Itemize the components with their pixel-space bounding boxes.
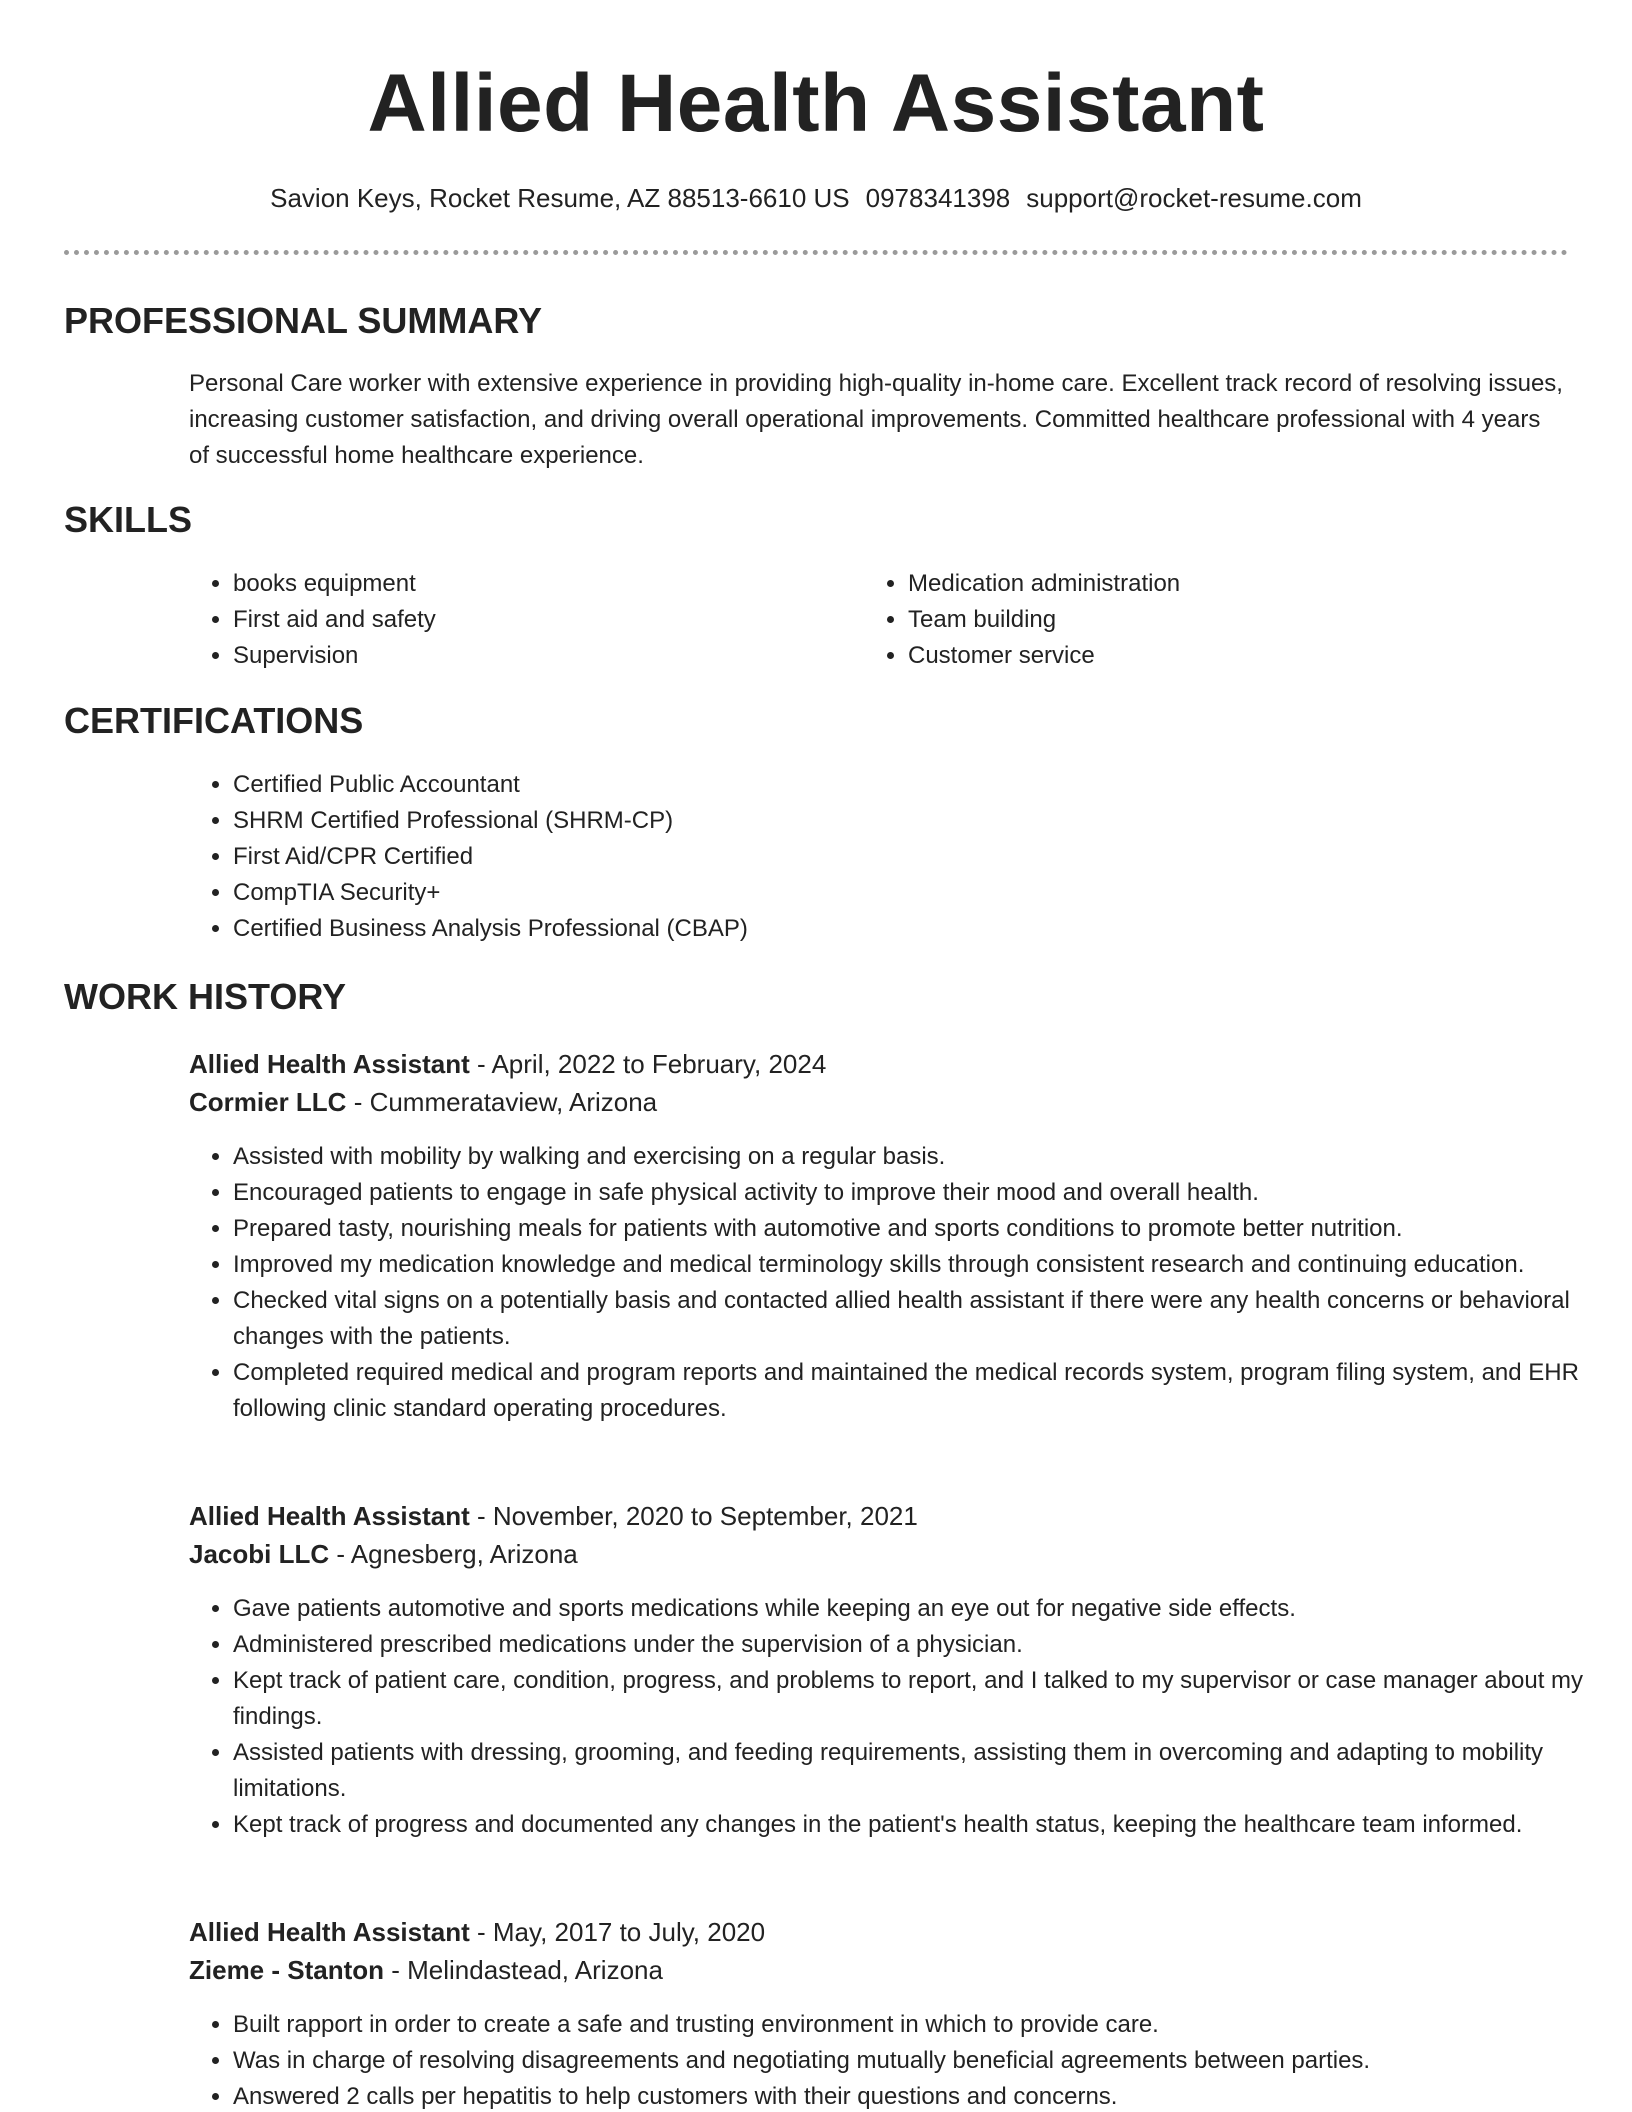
job-bullet: • Improved my medication knowledge and medical terminology skills through consistent research and continuing education. xyxy=(233,1247,1608,1283)
job-bullets xyxy=(189,1139,1608,1427)
skill-item: • Customer service xyxy=(908,638,1558,674)
job-dates: - May, 2017 to July, 2020 xyxy=(469,1917,766,1947)
skill-item: • Team building xyxy=(908,602,1558,638)
job-bullet: • Administered prescribed medications under the supervision of a physician. xyxy=(233,1627,1608,1663)
job-location: - Melindastead, Arizona xyxy=(384,1955,663,1985)
job-bullet: • Was in charge of resolving disagreements and negotiating mutually beneficial agreements between parties. xyxy=(233,2043,1608,2079)
skill-item: • books equipment xyxy=(233,566,833,602)
header-divider xyxy=(64,250,1568,255)
job-dates: - November, 2020 to September, 2021 xyxy=(469,1501,918,1531)
certification-item: • Certified Public Accountant xyxy=(233,767,1533,803)
certification-item: • SHRM Certified Professional (SHRM-CP) xyxy=(233,803,1533,839)
skills-list-left xyxy=(189,566,833,674)
section-title-certifications: CERTIFICATIONS xyxy=(64,700,364,741)
contact-line xyxy=(0,180,1632,216)
job-bullet: • Built rapport in order to create a safe and trusting environment in which to provide care. xyxy=(233,2007,1608,2043)
job-location: - Agnesberg, Arizona xyxy=(329,1539,578,1569)
job-bullet: • Assisted patients with dressing, grooming, and feeding requirements, assisting them in overcoming and adapting to mobility limitations. xyxy=(233,1735,1608,1807)
skill-item: • First aid and safety xyxy=(233,602,833,638)
contact-address: Savion Keys, Rocket Resume, AZ 88513-6610 US xyxy=(270,183,850,213)
job-title-line xyxy=(189,1497,1564,1535)
job-bullet: • Completed required medical and program reports and maintained the medical records system, program filing system, and EHR following clinic standard operating procedures. xyxy=(233,1355,1608,1427)
certification-item: • First Aid/CPR Certified xyxy=(233,839,1533,875)
job-bullet: • Kept track of patient care, condition, progress, and problems to report, and I talked to my supervisor or case manager about my findings. xyxy=(233,1663,1608,1735)
job-dates: - April, 2022 to February, 2024 xyxy=(469,1049,827,1079)
job-company: Cormier LLC xyxy=(189,1087,347,1117)
job-company-line xyxy=(189,1951,1564,1989)
job-company-line xyxy=(189,1083,1564,1121)
job-company-line xyxy=(189,1535,1564,1573)
contact-phone: 0978341398 xyxy=(865,183,1011,213)
job-bullet: • Kept track of progress and documented any changes in the patient's health status, keeping the healthcare team informed. xyxy=(233,1807,1608,1843)
summary-text: Personal Care worker with extensive experience in providing high-quality in-home care. Excellent track record of resolving issues, increasing customer satisfaction, and driving overall operational improvements. Committed healthcare professional with 4 years of successful home healthcare experience. xyxy=(189,370,1563,469)
job-bullet: • Gave patients automotive and sports medications while keeping an eye out for negative side effects. xyxy=(233,1591,1608,1627)
job-company: Jacobi LLC xyxy=(189,1539,330,1569)
skill-item: • Medication administration xyxy=(908,566,1558,602)
section-title-skills: SKILLS xyxy=(64,499,193,540)
job-bullets xyxy=(189,1591,1608,1843)
job-title: Allied Health Assistant xyxy=(189,1917,470,1947)
certifications-list xyxy=(189,767,1533,947)
job-location: - Cummerataview, Arizona xyxy=(346,1087,658,1117)
job-title-line xyxy=(189,1913,1564,1951)
job-bullet: • Prepared tasty, nourishing meals for patients with automotive and sports conditions to promote better nutrition. xyxy=(233,1211,1608,1247)
job-title: Allied Health Assistant xyxy=(189,1049,470,1079)
job-bullet: • Encouraged patients to engage in safe physical activity to improve their mood and overall health. xyxy=(233,1175,1608,1211)
job-title-line xyxy=(189,1045,1564,1083)
job-bullet: • Checked vital signs on a potentially basis and contacted allied health assistant if there were any health concerns or behavioral changes with the patients. xyxy=(233,1283,1608,1355)
resume-name: Allied Health Assistant xyxy=(367,58,1265,149)
section-title-summary: PROFESSIONAL SUMMARY xyxy=(64,300,543,341)
section-title-work-history: WORK HISTORY xyxy=(64,976,347,1017)
certification-item: • CompTIA Security+ xyxy=(233,875,1533,911)
job-bullet: • Answered 2 calls per hepatitis to help customers with their questions and concerns. xyxy=(233,2079,1608,2112)
skill-item: • Supervision xyxy=(233,638,833,674)
job-title: Allied Health Assistant xyxy=(189,1501,470,1531)
skills-list-right xyxy=(864,566,1558,674)
certification-item: • Certified Business Analysis Professional (CBAP) xyxy=(233,911,1533,947)
job-company: Zieme - Stanton xyxy=(189,1955,385,1985)
job-bullet: • Assisted with mobility by walking and exercising on a regular basis. xyxy=(233,1139,1608,1175)
job-bullets xyxy=(189,2007,1608,2112)
contact-email: support@rocket-resume.com xyxy=(1026,183,1362,213)
